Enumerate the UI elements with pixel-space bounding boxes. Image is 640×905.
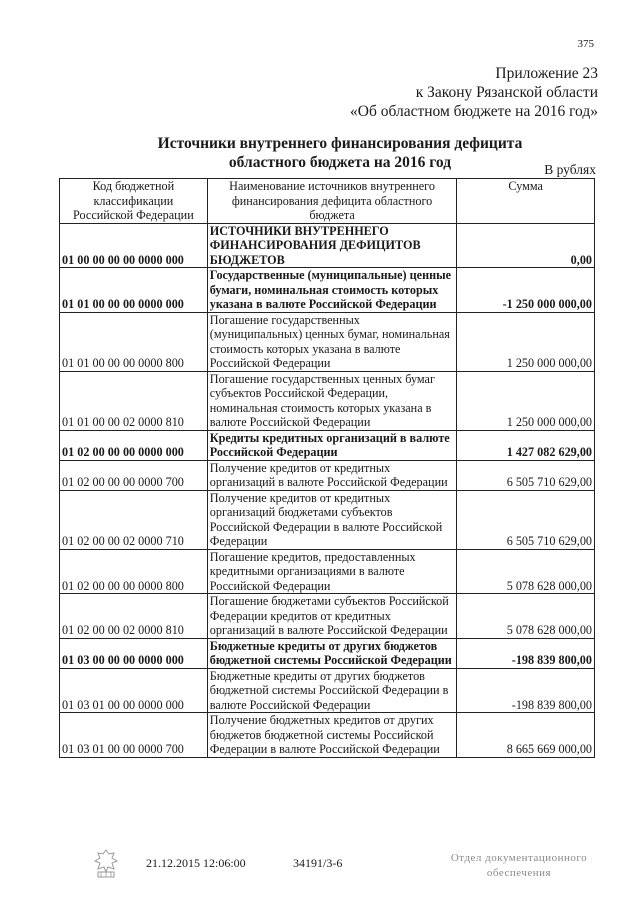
row-amount: 6 505 710 629,00 [457, 490, 595, 549]
row-amount: 5 078 628 000,00 [457, 594, 595, 639]
table-row [60, 223, 595, 268]
row-code: 01 03 01 00 00 0000 000 [60, 668, 208, 713]
footer-department-stamp: Отдел документационного обеспечения [450, 852, 588, 879]
header-code: Код бюджетной классификации Российской Федерации [60, 179, 208, 224]
title-line-2: областного бюджета на 2016 год [228, 154, 452, 171]
appendix-line-2: к Закону Рязанской области [415, 84, 598, 101]
table-row [60, 668, 595, 713]
appendix-line-3: «Об областном бюджете на 2016 год» [350, 103, 598, 120]
table-row [60, 430, 595, 460]
row-amount: 1 250 000 000,00 [457, 371, 595, 430]
row-code: 01 02 00 00 00 0000 700 [60, 460, 208, 490]
row-name: Бюджетные кредиты от других бюджетов бюджетной системы Российской Федерации [207, 638, 457, 668]
row-amount: 5 078 628 000,00 [457, 549, 595, 594]
row-name: Кредиты кредитных организаций в валюте Российской Федерации [207, 430, 457, 460]
footer-datetime: 21.12.2015 12:06:00 [146, 856, 246, 870]
row-code: 01 01 00 00 02 0000 810 [60, 371, 208, 430]
row-name: ИСТОЧНИКИ ВНУТРЕННЕГО ФИНАНСИРОВАНИЯ ДЕФИЦИТОВ БЮДЖЕТОВ [207, 223, 457, 268]
row-code: 01 02 00 00 00 0000 000 [60, 430, 208, 460]
header-name: Наименование источников внутреннего финансирования дефицита областного бюджета [207, 179, 457, 224]
table-row [60, 268, 595, 313]
budget-sources-table [59, 178, 595, 758]
row-amount: 8 665 669 000,00 [457, 713, 595, 758]
table-row [60, 460, 595, 490]
currency-note: В рублях [544, 162, 596, 177]
row-code: 01 02 00 00 02 0000 810 [60, 594, 208, 639]
row-code: 01 03 01 00 00 0000 700 [60, 713, 208, 758]
table-row [60, 713, 595, 758]
header-amount: Сумма [457, 179, 595, 224]
row-name: Погашение государственных (муниципальных) ценных бумаг, номинальная стоимость которых указана в валюте Российской Федерации [207, 312, 457, 371]
table-row [60, 371, 595, 430]
row-code: 01 02 00 00 00 0000 800 [60, 549, 208, 594]
page-number: 375 [577, 38, 594, 50]
row-name: Погашение кредитов, предоставленных кредитными организациями в валюте Российской Федерации [207, 549, 457, 594]
appendix-header [350, 64, 598, 121]
table-row [60, 549, 595, 594]
row-amount: 6 505 710 629,00 [457, 460, 595, 490]
appendix-line-1: Приложение 23 [495, 65, 598, 82]
row-code: 01 01 00 00 00 0000 000 [60, 268, 208, 313]
row-amount: 0,00 [457, 223, 595, 268]
row-amount: -1 250 000 000,00 [457, 268, 595, 313]
row-code: 01 03 00 00 00 0000 000 [60, 638, 208, 668]
row-name: Погашение бюджетами субъектов Российской Федерации кредитов от кредитных организаций в валюте Российской Федерации [207, 594, 457, 639]
table-row [60, 312, 595, 371]
document-title [150, 134, 530, 172]
row-code: 01 01 00 00 00 0000 800 [60, 312, 208, 371]
row-name: Погашение государственных ценных бумаг субъектов Российской Федерации, номинальная стоимость которых указана в валюте Российской Федерации [207, 371, 457, 430]
row-amount: -198 839 800,00 [457, 668, 595, 713]
footer-doc-number: 34191/3-6 [293, 856, 343, 870]
row-name: Бюджетные кредиты от других бюджетов бюджетной системы Российской Федерации в валюте Российской Федерации [207, 668, 457, 713]
row-name: Получение бюджетных кредитов от других бюджетов бюджетной системы Российской Федерации в валюте Российской Федерации [207, 713, 457, 758]
row-code: 01 00 00 00 00 0000 000 [60, 223, 208, 268]
table-row [60, 594, 595, 639]
title-line-1: Источники внутреннего финансирования дефицита [157, 135, 523, 152]
row-amount: 1 250 000 000,00 [457, 312, 595, 371]
row-amount: -198 839 800,00 [457, 638, 595, 668]
table-header-row [60, 179, 595, 224]
table-row [60, 638, 595, 668]
table-row [60, 490, 595, 549]
row-name: Получение кредитов от кредитных организаций в валюте Российской Федерации [207, 460, 457, 490]
row-name: Государственные (муниципальные) ценные бумаги, номинальная стоимость которых указана в валюте Российской Федерации [207, 268, 457, 313]
row-code: 01 02 00 00 02 0000 710 [60, 490, 208, 549]
coat-of-arms-icon [92, 848, 120, 880]
row-amount: 1 427 082 629,00 [457, 430, 595, 460]
row-name: Получение кредитов от кредитных организаций бюджетами субъектов Российской Федерации в валюте Российской Федерации [207, 490, 457, 549]
